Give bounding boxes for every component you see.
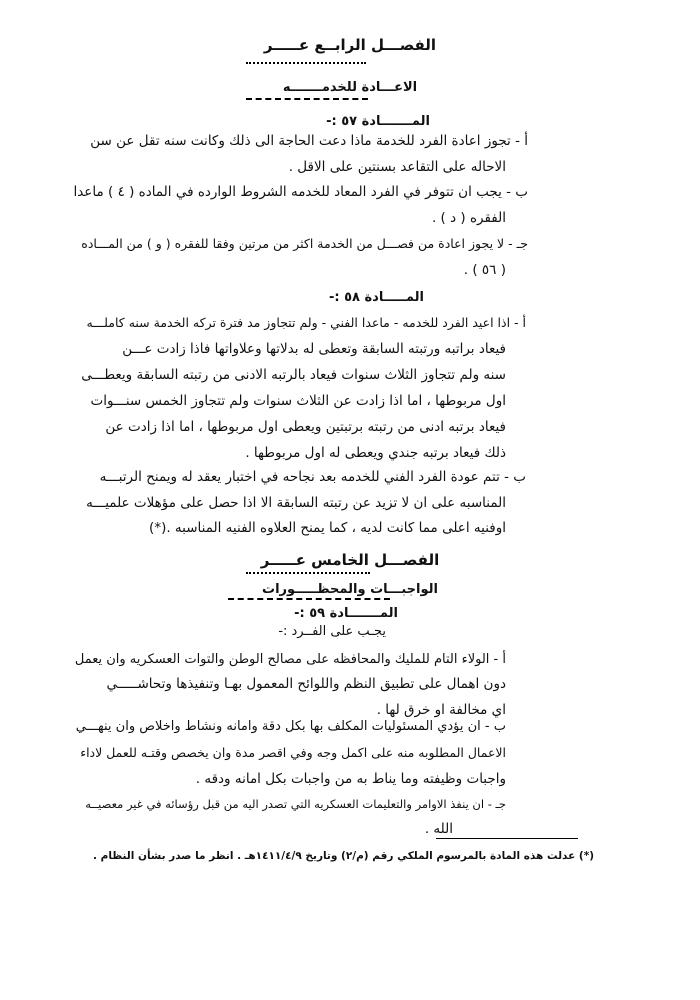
article-57-line-1: أ - تجوز اعادة الفرد للخدمة ماذا دعت الحاجة الى ذلك وكانت سنه تقل عن سن [90, 133, 528, 149]
footnote: (*) عدلت هذه المادة بالمرسوم الملكي رقم (م/٢) وتاريخ ١٤١١/٤/٩هـ . انظر ما صدر بشأن النظام . [92, 850, 594, 862]
chapter-4-title: الفصـــل الرابــع عـــــر [263, 36, 437, 54]
article-59-line-8: الله . [424, 821, 453, 837]
article-58-line-3: سنه ولم تتجاوز الثلاث سنوات فيعاد بالرتبه الادنى من رتبته السابقة ويعطـــى [81, 367, 506, 383]
article-58-line-7: ب - تتم عودة الفرد الفني للخدمه بعد نجاحه في اختبار يعقد له ويمنح الرتبـــه [99, 469, 526, 485]
article-57-line-2: الاحاله على التقاعد بسنتين على الاقل . [288, 159, 506, 175]
chapter-5-section-title: الواجبـــات والمحظـــــورات [262, 582, 438, 597]
article-58-line-4: اول مربوطها ، اما اذا زادت عن الثلاث سنوات ولم تتجاوز الخمس سنـــوات [90, 393, 506, 409]
article-58-line-9: اوفنيه اعلى مما كانت لديه ، كما يمنح العلاوه الفنيه المناسبه .(*) [149, 520, 506, 536]
chapter-4-section-underline [246, 98, 368, 100]
article-59-heading: المـــــــادة ٥٩ :- [294, 606, 398, 621]
article-58-heading: المـــــادة ٥٨ :- [328, 290, 424, 305]
article-57-line-4: الفقره ( د ) . [431, 210, 506, 226]
article-58-line-6: ذلك فيعاد برتبه جندي ويعطى له اول مربوطها . [245, 445, 506, 461]
article-59-line-6: واجبات وظيفته وما يناط به من واجبات بكل امانه ودقه . [195, 771, 506, 787]
chapter-5-title: الفصـــل الخامس عـــــر [260, 551, 440, 569]
chapter-4-title-underline [246, 62, 366, 64]
article-57-line-6: ( ٥٦ ) . [463, 262, 506, 278]
article-57-line-5: جـ - لا يجوز اعادة من فصـــل من الخدمة اكثر من مرتين وفقا للفقره ( و ) من المـــاده [81, 236, 528, 251]
article-58-line-2: فيعاد براتبه ورتبته السابقة وتعطى له بدلاتها وعلاواتها فاذا زادت عـــن [122, 341, 506, 357]
article-59-line-3: اي مخالفة او خرق لها . [376, 702, 506, 718]
article-59-line-4: ب - ان يؤدي المسئوليات المكلف بها بكل دقة وامانه ونشاط واخلاص وان ينهـــي [75, 719, 506, 734]
article-58-line-8: المناسبه على ان لا تزيد عن رتبته السابقة الا اذا حصل على مؤهلات علميـــه [86, 495, 506, 511]
article-58-line-5: فيعاد برتبه ادنى من رتبته برتبتين ويعطى اول مربوطها ، اما اذا زادت عن [105, 419, 506, 435]
article-57-line-3: ب - يجب ان تتوفر في الفرد المعاد للخدمه الشروط الوارده في الماده ( ٤ ) ماعدا [73, 184, 528, 200]
article-59-line-1: أ - الولاء التام للمليك والمحافظه على مصالح الوطن والتوات العسكريه وان يعمل [74, 652, 506, 667]
chapter-4-section-title: الاعـــادة للخدمـــــــه [282, 80, 418, 95]
chapter-5-section-underline [228, 598, 390, 600]
article-59-line-5: الاعمال المطلوبه منه على اكمل وجه وفي اقصر مدة وان يخصص وقتـه للعمل لاداء [80, 745, 506, 760]
article-57-heading: المـــــــادة ٥٧ :- [326, 114, 430, 129]
article-58-line-1: أ - اذا اعيد الفرد للخدمه - ماعدا الفني - ولم تتجاوز مد فترة تركه الخدمة سنه كاملـــه [86, 315, 526, 330]
chapter-5-title-underline [246, 572, 370, 574]
footnote-rule [436, 838, 578, 839]
article-59-line-7: جـ - ان ينفذ الاوامر والتعليمات العسكريه التي تصدر اليه من قبل رؤسائه في غير معصيــه [85, 797, 506, 811]
article-59-line-2: دون اهمال على تطبيق النظم واللوائح المعمول بهـا وتنفيذها وتحاشـــــي [106, 676, 506, 692]
article-59-intro: يجـب على الفــرد :- [278, 624, 386, 639]
